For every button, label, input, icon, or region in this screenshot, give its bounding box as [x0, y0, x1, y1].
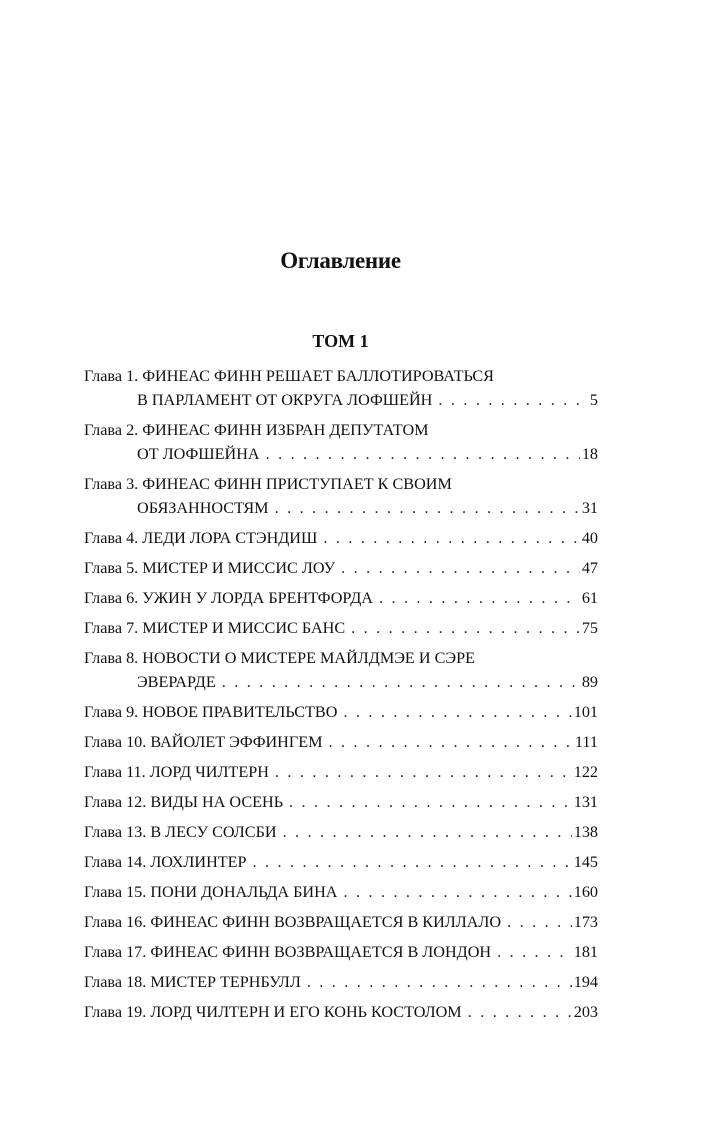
toc-entry-6[interactable] — [84, 586, 598, 610]
dot-leader — [275, 496, 580, 520]
dot-leader — [507, 910, 572, 934]
chapter-label: Глава 3. — [84, 475, 139, 493]
chapter-title: ФИНЕАС ФИНН ПРИСТУПАЕТ К СВОИМ — [142, 475, 452, 493]
page-number: 47 — [581, 559, 598, 577]
chapter-label: Глава 8. — [84, 649, 139, 667]
dot-leader — [497, 940, 572, 964]
toc-entry-line — [84, 850, 598, 874]
chapter-title-continued: В ПАРЛАМЕНТ ОТ ОКРУГА ЛОФШЕЙН — [137, 391, 433, 409]
chapter-label: Глава 13. — [84, 823, 147, 841]
chapter-title: НОВОЕ ПРАВИТЕЛЬСТВО — [142, 703, 338, 721]
toc-entry-line — [84, 910, 598, 934]
chapter-title: ВАЙОЛЕТ ЭФФИНГЕМ — [150, 733, 323, 751]
chapter-title: ФИНЕАС ФИНН РЕШАЕТ БАЛЛОТИРОВАТЬСЯ — [142, 367, 494, 385]
toc-entry-line — [84, 586, 598, 610]
chapter-label: Глава 9. — [84, 703, 139, 721]
chapter-title: МИСТЕР ТЕРНБУЛЛ — [150, 973, 301, 991]
page-number: 160 — [573, 883, 598, 901]
toc-entry-line — [84, 616, 598, 640]
toc-entry-line — [84, 760, 598, 784]
toc-entry-19[interactable] — [84, 1000, 598, 1024]
chapter-title: ЛОХЛИНТЕР — [150, 853, 247, 871]
chapter-label: Глава 2. — [84, 421, 139, 439]
chapter-label: Глава 18. — [84, 973, 147, 991]
page-title: Оглавление — [280, 248, 401, 273]
dot-leader — [379, 586, 580, 610]
toc-entry-15[interactable] — [84, 880, 598, 904]
page-number: 145 — [573, 853, 598, 871]
toc-entry-line — [84, 730, 598, 754]
page-number: 61 — [581, 589, 598, 607]
page-number: 138 — [573, 823, 598, 841]
chapter-label: Глава 7. — [84, 619, 139, 637]
dot-leader — [323, 526, 579, 550]
toc-entry-1[interactable] — [84, 364, 598, 412]
toc-entry-13[interactable] — [84, 820, 598, 844]
toc-entry-4[interactable] — [84, 526, 598, 550]
table-of-contents — [84, 364, 598, 1030]
toc-entry-7[interactable] — [84, 616, 598, 640]
toc-entry-line — [84, 820, 598, 844]
dot-leader — [468, 1000, 572, 1024]
page-number: 181 — [573, 943, 598, 961]
chapter-label: Глава 10. — [84, 733, 147, 751]
chapter-title: МИСТЕР И МИССИС БАНС — [142, 619, 346, 637]
chapter-label: Глава 1. — [84, 367, 139, 385]
page-number: 89 — [581, 673, 598, 691]
chapter-title: ФИНЕАС ФИНН ВОЗВРАЩАЕТСЯ В ЛОНДОН — [150, 943, 492, 961]
chapter-label: Глава 11. — [84, 763, 146, 781]
page-number: 75 — [581, 619, 598, 637]
dot-leader — [438, 388, 588, 412]
dot-leader — [222, 670, 580, 694]
page-number: 111 — [574, 733, 598, 751]
page-number: 194 — [573, 973, 598, 991]
chapter-label: Глава 19. — [84, 1003, 147, 1021]
dot-leader — [283, 820, 572, 844]
toc-entry-first-line — [84, 418, 598, 442]
dot-leader — [351, 616, 580, 640]
dot-leader — [266, 442, 580, 466]
page-number: 173 — [573, 913, 598, 931]
chapter-title: МИСТЕР И МИССИС ЛОУ — [142, 559, 336, 577]
toc-entry-17[interactable] — [84, 940, 598, 964]
page-number: 5 — [589, 391, 598, 409]
dot-leader — [341, 556, 580, 580]
chapter-title: ФИНЕАС ФИНН ВОЗВРАЩАЕТСЯ В КИЛЛАЛО — [150, 913, 502, 931]
chapter-title: УЖИН У ЛОРДА БРЕНТФОРДА — [142, 589, 373, 607]
chapter-title-continued: ОБЯЗАННОСТЯМ — [137, 499, 269, 517]
toc-entry-9[interactable] — [84, 700, 598, 724]
toc-entry-first-line — [84, 646, 598, 670]
toc-entry-line — [84, 1000, 598, 1024]
dot-leader — [253, 850, 572, 874]
toc-entry-8[interactable] — [84, 646, 598, 694]
toc-entry-second-line — [84, 670, 598, 694]
toc-entry-2[interactable] — [84, 418, 598, 466]
chapter-label: Глава 15. — [84, 883, 147, 901]
chapter-title: ФИНЕАС ФИНН ИЗБРАН ДЕПУТАТОМ — [142, 421, 429, 439]
dot-leader — [307, 970, 572, 994]
chapter-title: ЛЕДИ ЛОРА СТЭНДИШ — [142, 529, 318, 547]
chapter-label: Глава 16. — [84, 913, 147, 931]
chapter-title: НОВОСТИ О МИСТЕРЕ МАЙЛДМЭЕ И СЭРЕ — [142, 649, 475, 667]
chapter-title: ВИДЫ НА ОСЕНЬ — [150, 793, 283, 811]
dot-leader — [329, 730, 573, 754]
chapter-title-continued: ОТ ЛОФШЕЙНА — [137, 445, 260, 463]
toc-entry-line — [84, 700, 598, 724]
page-number: 122 — [573, 763, 598, 781]
toc-entry-10[interactable] — [84, 730, 598, 754]
chapter-label: Глава 4. — [84, 529, 139, 547]
chapter-title: В ЛЕСУ СОЛСБИ — [150, 823, 277, 841]
dot-leader — [289, 790, 572, 814]
page-number: 203 — [573, 1003, 598, 1021]
toc-entry-second-line — [84, 496, 598, 520]
chapter-label: Глава 5. — [84, 559, 139, 577]
chapter-label: Глава 12. — [84, 793, 147, 811]
toc-entry-16[interactable] — [84, 910, 598, 934]
dot-leader — [343, 880, 571, 904]
chapter-title: ЛОРД ЧИЛТЕРН И ЕГО КОНЬ КОСТОЛОМ — [150, 1003, 462, 1021]
page-number: 101 — [573, 703, 598, 721]
dot-leader — [275, 760, 572, 784]
toc-entry-second-line — [84, 442, 598, 466]
toc-entry-14[interactable] — [84, 850, 598, 874]
page-number: 31 — [581, 499, 598, 517]
chapter-label: Глава 6. — [84, 589, 139, 607]
toc-entry-12[interactable] — [84, 790, 598, 814]
toc-entry-line — [84, 880, 598, 904]
toc-entry-3[interactable] — [84, 472, 598, 520]
toc-entry-line — [84, 526, 598, 550]
toc-entry-first-line — [84, 472, 598, 496]
toc-entry-11[interactable] — [84, 760, 598, 784]
chapter-title: ЛОРД ЧИЛТЕРН — [149, 763, 269, 781]
volume-heading: ТОМ 1 — [312, 331, 369, 351]
toc-entry-line — [84, 940, 598, 964]
chapter-label: Глава 14. — [84, 853, 147, 871]
page-number: 18 — [581, 445, 598, 463]
toc-entry-first-line — [84, 364, 598, 388]
toc-entry-second-line — [84, 388, 598, 412]
toc-entry-line — [84, 970, 598, 994]
chapter-title: ПОНИ ДОНАЛЬДА БИНА — [150, 883, 338, 901]
page-number: 40 — [581, 529, 598, 547]
page-number: 131 — [573, 793, 598, 811]
dot-leader — [343, 700, 571, 724]
toc-entry-18[interactable] — [84, 970, 598, 994]
chapter-title-continued: ЭВЕРАРДЕ — [137, 673, 216, 691]
toc-entry-line — [84, 556, 598, 580]
toc-entry-line — [84, 790, 598, 814]
chapter-label: Глава 17. — [84, 943, 147, 961]
toc-entry-5[interactable] — [84, 556, 598, 580]
